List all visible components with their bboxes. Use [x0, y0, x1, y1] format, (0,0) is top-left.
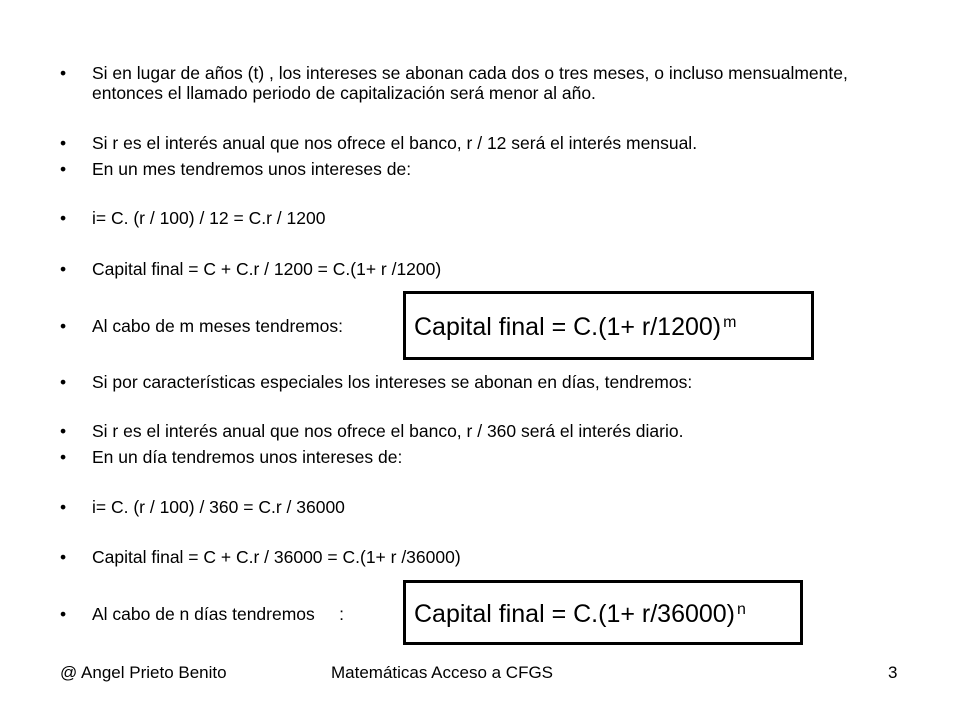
bullet-dot: •	[60, 259, 67, 279]
bullet-text: Al cabo de m meses tendremos:	[92, 316, 343, 336]
bullet-text: Si r es el interés anual que nos ofrece el banco, r / 12 será el interés mensual.	[92, 133, 698, 153]
bullet-text: Capital final = C + C.r / 1200 = C.(1+ r /1200)	[92, 259, 442, 279]
bullet-dot: •	[60, 63, 67, 83]
footer-author: @ Angel Prieto Benito	[60, 663, 227, 682]
formula-daily-base: Capital final = C.(1+ r/36000)	[414, 600, 736, 628]
footer-course: Matemáticas Acceso a CFGS	[331, 663, 554, 682]
bullet-text: i= C. (r / 100) / 360 = C.r / 36000	[92, 497, 345, 517]
formula-monthly-base: Capital final = C.(1+ r/1200)	[414, 313, 722, 341]
formula-daily-exponent: n	[737, 601, 746, 618]
formula-monthly	[414, 312, 736, 342]
formula-monthly-exponent: m	[723, 314, 737, 331]
bullet-text: Capital final = C + C.r / 36000 = C.(1+ r /36000)	[92, 547, 461, 567]
bullet-dot: •	[60, 421, 67, 441]
bullet-dot: •	[60, 372, 67, 392]
bullet-dot: •	[60, 447, 67, 467]
formula-daily	[414, 599, 746, 629]
bullet-dot: •	[60, 133, 67, 153]
bullet-dot: •	[60, 497, 67, 517]
formula-box-daily	[403, 580, 803, 645]
bullet-text: Si por características especiales los intereses se abonan en días, tendremos:	[92, 372, 693, 392]
bullet-text: i= C. (r / 100) / 12 = C.r / 1200	[92, 208, 326, 228]
bullet-dot: •	[60, 316, 67, 336]
bullet-text: Si en lugar de años (t) , los intereses se abonan cada dos o tres meses, o incluso mensualmente, entonces el llamado periodo de capitalización será menor al año.	[92, 63, 848, 103]
bullet-text: Si r es el interés anual que nos ofrece el banco, r / 360 será el interés diario.	[92, 421, 684, 441]
bullet-dot: •	[60, 208, 67, 228]
bullet-text: En un día tendremos unos intereses de:	[92, 447, 403, 467]
bullet-dot: •	[60, 159, 67, 179]
footer-page-number: 3	[888, 663, 898, 682]
bullet-text: En un mes tendremos unos intereses de:	[92, 159, 412, 179]
formula-box-monthly	[403, 291, 814, 360]
bullet-dot: •	[60, 547, 67, 567]
bullet-periodo-capitalizacion	[60, 63, 920, 105]
bullet-dot: •	[60, 604, 67, 624]
bullet-text: Al cabo de n días tendremos :	[92, 604, 344, 624]
